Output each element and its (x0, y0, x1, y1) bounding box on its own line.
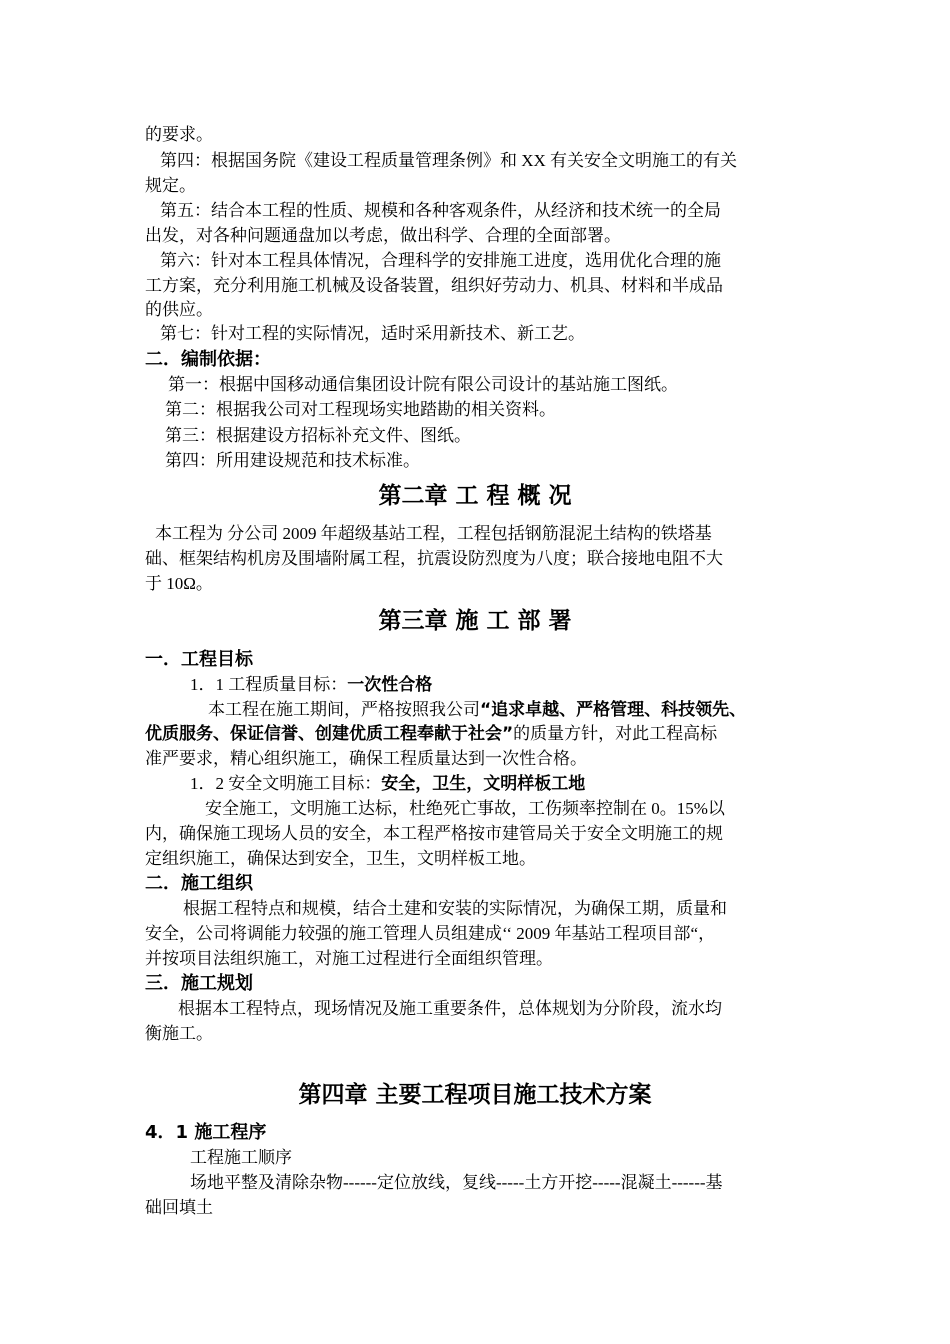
text-line: 于 10Ω。 (145, 574, 213, 593)
text-line: 并按项目法组织施工，对施工过程进行全面组织管理。 (145, 949, 553, 968)
text-line: 衡施工。 (145, 1024, 213, 1043)
chapter-title: 第四章 主要工程项目施工技术方案 (298, 1082, 652, 1108)
quality-goal-value: 一次性合格 (347, 675, 433, 695)
text-line: 内，确保施工现场人员的安全，本工程严格按市建管局关于安全文明施工的规 (145, 824, 723, 843)
text-line: 工程施工顺序 (190, 1148, 292, 1167)
chapter-title: 第三章 施 工 部 署 (378, 608, 572, 634)
section-heading: 二．施工组织 (145, 873, 253, 894)
text-line: 第四：所用建设规范和技术标准。 (165, 451, 420, 470)
text-line: 本工程为 分公司 2009 年超级基站工程，工程包括钢筋混泥土结构的铁塔基 (155, 524, 712, 543)
text-line: 第六：针对本工程具体情况，合理科学的安排施工进度，选用优化合理的施 (160, 251, 721, 270)
text-line: 第四：根据国务院《建设工程质量管理条例》和 XX 有关安全文明施工的有关 (160, 151, 738, 170)
text-line: 的要求。 (145, 125, 213, 144)
text-line (190, 673, 432, 697)
chapter-title: 第二章 工 程 概 况 (378, 483, 572, 509)
text-line: 的供应。 (145, 300, 213, 319)
safety-goal-value: 安全，卫生，文明样板工地 (381, 774, 586, 794)
text-line: 定组织施工，确保达到安全，卫生，文明样板工地。 (145, 849, 536, 868)
text-line (145, 722, 717, 746)
text-line: 准严要求，精心组织施工，确保工程质量达到一次性合格。 (145, 749, 587, 768)
text-run: 本工程在施工期间，严格按照我公司 (208, 700, 480, 719)
text-run: 的质量方针，对此工程高标 (513, 724, 718, 743)
section-heading: 二．编制依据： (145, 349, 271, 370)
section-heading: 一．工程目标 (145, 649, 253, 670)
section-heading: 三．施工规划 (145, 973, 253, 994)
quality-goal-label: 1．1 工程质量目标： (190, 675, 348, 694)
text-line: 规定。 (145, 176, 196, 195)
text-line: 安全，公司将调能力较强的施工管理人员组建成‘‘ 2009 年基站工程项目部“， (145, 924, 716, 943)
text-line: 工方案，充分利用施工机械及设备装置，组织好劳动力、机具、材料和半成品 (145, 276, 723, 295)
text-line: 第三：根据建设方招标补充文件、图纸。 (165, 426, 471, 445)
text-line: 第一：根据中国移动通信集团设计院有限公司设计的基站施工图纸。 (168, 375, 678, 394)
text-line: 出发，对各种问题通盘加以考虑，做出科学、合理的全面部署。 (145, 226, 621, 245)
text-line (190, 772, 585, 796)
text-line: 根据本工程特点，现场情况及施工重要条件，总体规划为分阶段，流水均 (178, 999, 722, 1018)
quality-policy: 优质服务、保证信誉、创建优质工程奉献于社会” (145, 724, 514, 744)
text-line: 场地平整及清除杂物------定位放线，复线-----土方开挖-----混凝土------基 (190, 1173, 723, 1192)
section-heading: 4．1 施工程序 (145, 1122, 267, 1143)
quality-policy: “追求卓越、严格管理、科技领先、 (480, 700, 747, 720)
text-line: 础、框架结构机房及围墙附属工程，抗震设防烈度为八度；联合接地电阻不大 (145, 549, 723, 568)
safety-goal-label: 1．2 安全文明施工目标： (190, 774, 382, 793)
text-line: 第五：结合本工程的性质、规模和各种客观条件，从经济和技术统一的全局 (160, 201, 721, 220)
text-line: 第二：根据我公司对工程现场实地踏勘的相关资料。 (165, 400, 556, 419)
text-line: 第七：针对工程的实际情况，适时采用新技术、新工艺。 (160, 324, 585, 343)
text-line: 根据工程特点和规模，结合土建和安装的实际情况，为确保工期，质量和 (183, 899, 727, 918)
text-line: 安全施工，文明施工达标，杜绝死亡事故，工伤频率控制在 0。15%以 (205, 799, 725, 818)
text-line (208, 698, 746, 722)
text-line: 础回填土 (145, 1198, 213, 1217)
